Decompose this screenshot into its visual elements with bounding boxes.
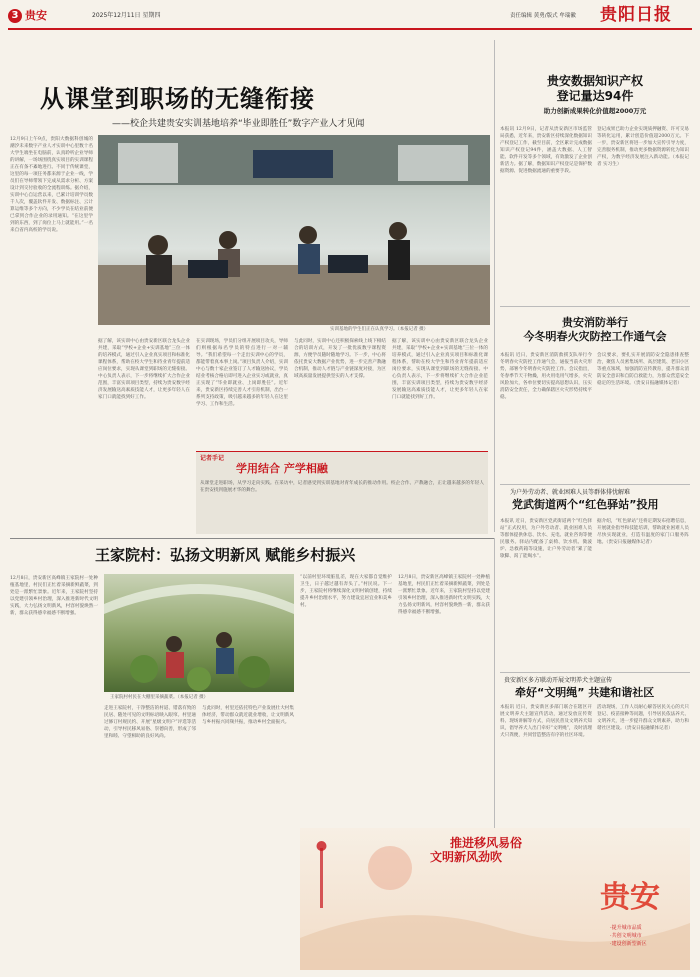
main-photo bbox=[98, 135, 490, 325]
main-body-col5: 据了解，该实训中心由贵安新区联合龙头企业共建，采取“学校+企业+实训基地”三位一体的培养模式，通过引入企业真实项目和标准化课程体系，帮助在校大学生和待业青年提前适应岗位要求，实现从课堂到职场的无缝衔接。中心负责人表示，下一步将继续扩大合作企业范围，丰富实训项目类型，持续为贵安数字经济发展输送高素质技能人才，让更多年轻人在家门口就能找到好工作。 bbox=[392, 339, 488, 400]
sidebar-label: 记者手记 bbox=[200, 455, 225, 462]
civility-banner bbox=[300, 828, 690, 970]
station-kicker: 为户外劳动者、就业困难人员等群体排忧解难 bbox=[510, 489, 631, 496]
banner-slogans bbox=[610, 924, 647, 948]
lower-photo-caption: 王家院村村民在大棚里采摘蔬菜。（本报记者 摄） bbox=[110, 695, 209, 700]
sidebar-body: 从课堂走进职场，从学习走向实践。在采访中，记者感受到实训基地对青年成长的推动作用。校企合作、产教融合，正让越来越多的年轻人在贵安找到施展才华的舞台。 bbox=[200, 481, 484, 493]
sidebar-title: 学用结合 产学相融 bbox=[236, 462, 328, 475]
greenhouse-illustration bbox=[104, 574, 294, 692]
ip-body-left: 本报讯 12月9日，记者从贵安新区市场监管局获悉，近年来，贵安新区持续深化数据知识产权登记工作，截至目前，全区累计完成数据知识产权登记94件，涵盖大数据、人工智能、软件开发等多个领域，有效激发了企业创新活力。据了解，数据知识产权登记是保护数据资源、促进数据流通的重要手段。 bbox=[500, 127, 592, 174]
station-headline: 党武街道两个“红色驿站”投用 bbox=[512, 498, 659, 511]
editor-credits: 责任编辑 黄勇/版式 牟瑞徽 bbox=[510, 13, 576, 19]
lower-photo bbox=[104, 574, 294, 692]
ip-headline-line1: 贵安数据知识产权 bbox=[546, 74, 643, 88]
banner-title-line1: 推进移风易俗 bbox=[450, 836, 523, 850]
main-body-col2: 据了解，该实训中心由贵安新区联合龙头企业共建，采取“学校+企业+实训基地”三位一体的培养模式，通过引入企业真实项目和标准化课程体系，帮助在校大学生和待业青年提前适应岗位要求，实现从课堂到职场的无缝衔接。中心负责人表示，下一步将继续扩大合作企业范围，丰富实训项目类型，持续为贵安数字经济发展输送高素质技能人才，让更多年轻人在家门口就能找到好工作。 bbox=[98, 339, 190, 400]
dog-body-right: 活动现场，工作人员耐心解答居民关心的犬只登记、疫苗接种等问题，引导居民依法养犬、文明养犬，进一步提升群众文明素养，助力和谐社区建设。（贵安日报融媒体记者） bbox=[597, 705, 689, 731]
main-body-col1: 12月9日上午9点，贵阳大数据科创城的潮汐未来数字产业人才实训中心里数十名大学生端坐在电脑前，认真聆听企业导师的讲解，一场场围绕真实项目的实训课程正在有条不紊地进行。不同于传统课堂，这里的每一项任务都来源于企业一线，学员们在导师带领下完成从需求分析、方案设计到交付验收的全流程训练。据介绍，实训中心自运营以来，已累计培训学员数千人次，覆盖软件开发、数据标注、云计算运维等多个方向，不少学员在结业前便已拿到合作企业的录用通知。“在这里学到的东西，到了岗位上马上就能用。”一名来自省内高校的学员说。 bbox=[10, 137, 93, 233]
fire-body-right: 会议要求，要扎实开展消防安全隐患排查整治，聚焦人员密集场所、高层建筑、老旧小区等重点领域，加强消防宣传教育，提升群众消防安全意识和自防自救能力，为群众营造安全稳定的生活环境。（贵安日报融媒体记者） bbox=[597, 353, 689, 386]
main-body-col3: 在实训现场，学员们分组开展项目攻关，导师们则根据每名学员的特点进行一对一辅导。“我们希望每一个走出实训中心的学员，都能带着真本事上岗。”项目负责人介绍，实训中心与数十家企业签订了人才输送协议，学员结业考核合格后即可进入企业实习或就业，真正实现了“毕业即就业、上岗即胜任”。近年来，贵安新区持续完善人才引育机制，出台一系列支持政策，吸引越来越多的年轻人在这里学习、工作和生活。 bbox=[196, 339, 288, 407]
main-body-col4: 与此同时，实训中心还积极探索线上线下相结合的培训方式，开发了一批优质数字课程资源，方便学员随时随地学习。下一步，中心将依托贵安大数据产业优势，进一步完善产教融合机制，推动人才链与产业链深度对接，为区域高质量发展提供坚实的人才支撑。 bbox=[294, 339, 386, 379]
column-divider bbox=[494, 40, 495, 532]
fire-body-left: 本报讯 近日，贵安新区消防救援支队举行今冬明春火灾防控工作通气会，通报当前火灾形势，部署今冬明春火灾防控工作。会议指出，冬春季节天干物燥，用火用电用气增多，火灾风险加大，各单位要切实提高思想认识，压实消防安全责任，全力确保辖区火灾形势持续平稳。 bbox=[500, 353, 592, 400]
lower-body-col4: “以前村里环境脏乱差，现在大家都自觉维护卫生，日子越过越有奔头了。”村民说。下一步，王家院村将继续深化文明村镇创建，持续提升乡村治理水平，努力建设宜居宜业和美乡村。 bbox=[300, 575, 392, 608]
main-subhead: ——校企共建贵安实训基地培养“毕业即胜任”数字产业人才见闻 bbox=[112, 119, 365, 129]
fire-story-headline bbox=[500, 316, 690, 344]
lower-headline: 王家院村：弘扬文明新风 赋能乡村振兴 bbox=[95, 546, 356, 564]
fire-headline-line2: 今冬明春火灾防控工作通气会 bbox=[523, 330, 667, 343]
station-body-left: 本报讯 近日，贵安新区党武街道两个“红色驿站”正式投用，为户外劳动者、就业困难人员等群体提供休息、饮水、充电、就业咨询等便民服务。驿站内配备了桌椅、饮水机、微波炉、急救药箱等设施，让户外劳动者“累了能歇脚、渴了能喝水”。 bbox=[500, 519, 592, 559]
lower-body-col3: 与此同时，村里还依托特色产业发展壮大村集体经济，带动群众就近就业增收，让文明新风与乡村振兴同频共振，推动乡村全面振兴。 bbox=[202, 706, 294, 725]
ip-story-headline bbox=[500, 74, 690, 116]
column-divider bbox=[494, 538, 495, 828]
story-divider bbox=[500, 306, 690, 307]
section-title: 贵安 bbox=[25, 9, 47, 22]
page-number-badge: 3 bbox=[8, 9, 22, 23]
lower-body-col1: 12月8日，贵安新区高峰镇王家院村一处种植基地里，村民们正忙着采摘新鲜蔬菜，到处是一派繁忙景象。近年来，王家院村坚持以党建引领乡村治理，深入推进新时代文明实践，大力弘扬文明新风，村容村貌焕然一新，群众获得感幸福感不断增强。 bbox=[10, 576, 98, 616]
story-divider bbox=[500, 672, 690, 673]
sidebar-note bbox=[196, 451, 488, 534]
dog-headline: 牵好“文明绳” 共建和谐社区 bbox=[515, 686, 655, 699]
classroom-illustration bbox=[98, 135, 490, 325]
banner-slogan: ·建设创新型新区 bbox=[610, 941, 647, 947]
issue-date: 2025年12月11日 星期四 bbox=[92, 12, 161, 19]
header-rule bbox=[8, 28, 692, 30]
main-headline: 从课堂到职场的无缝衔接 bbox=[40, 85, 315, 113]
fire-headline-line1: 贵安消防举行 bbox=[562, 316, 628, 329]
station-body-right: 据介绍，“红色驿站”还将定期发布招聘信息，开展就业指导和技能培训，帮助就业困难人员尽快实现就业，打造有温度的家门口服务阵地。（贵安日报融媒体记者） bbox=[597, 519, 689, 545]
main-photo-caption: 实训基地的学生们正在认真学习。（本报记者 摄） bbox=[330, 327, 429, 332]
lower-body-col5: 12月8日，贵安新区高峰镇王家院村一处种植基地里，村民们正忙着采摘新鲜蔬菜，到处是一派繁忙景象。近年来，王家院村坚持以党建引领乡村治理，深入推进新时代文明实践，大力弘扬文明新风，村容村貌焕然一新，群众获得感幸福感不断增强。 bbox=[398, 575, 490, 615]
lower-body-col2: 走进王家院村，干净整洁的村道、错落有致的民居、随处可见的文明标语映入眼帘。村里通过修订村规民约、开展“星级文明户”评选等活动，引导村民移风易俗、崇德向善，形成了邻里和睦、守望相助的良好风尚。 bbox=[104, 706, 196, 739]
banner-slogan: ·提升城市品质 bbox=[610, 925, 642, 931]
section-divider bbox=[10, 538, 494, 539]
banner-slogan: ·共创文明城市 bbox=[610, 933, 642, 939]
banner-title-line2: 文明新风劲吹 bbox=[430, 850, 503, 864]
ip-body-right: 登记成果已助力企业实现质押融资、许可交易等转化运用，累计创造价值超2000万元。下一步，贵安新区将进一步加大宣传引导力度，完善服务机制，推动更多数据资源转化为知识产权，为数字经济发展注入新动能。（本报记者 实习生） bbox=[597, 127, 689, 167]
story-divider bbox=[500, 484, 690, 485]
newspaper-logo: 贵阳日报 bbox=[600, 5, 672, 25]
ip-subhead: 助力创新成果转化价值超2000万元 bbox=[543, 107, 647, 115]
banner-brand: 贵安 bbox=[600, 880, 660, 915]
dog-kicker: 贵安新区多方联动开展文明养犬主题宣传 bbox=[504, 677, 613, 684]
dog-body-left: 本报讯 近日，贵安新区多部门联合在辖区开展文明养犬主题宣传活动，通过发放宣传资料、现场讲解等方式，向居民普及文明养犬知识，倡导养犬人出门牵好“文明绳”，及时清理犬只粪便，共同营造整洁有序的社区环境。 bbox=[500, 705, 592, 738]
ip-headline-line2: 登记量达94件 bbox=[556, 89, 634, 103]
